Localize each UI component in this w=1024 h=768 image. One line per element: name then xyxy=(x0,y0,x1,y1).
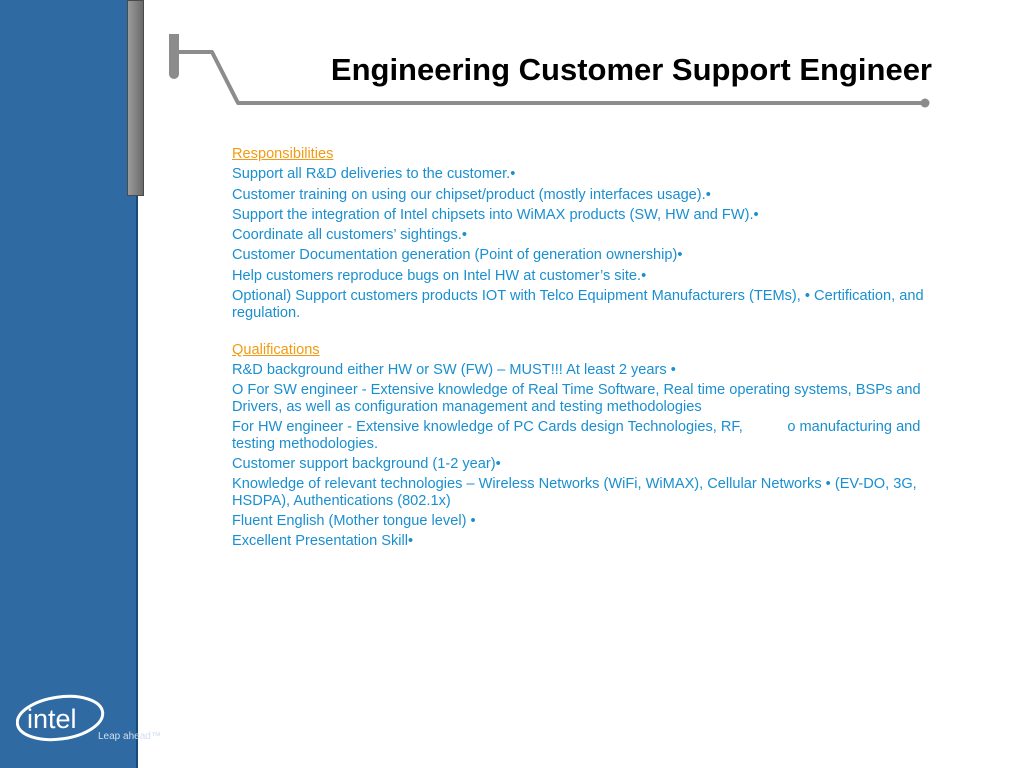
responsibilities-heading: Responsibilities xyxy=(232,146,334,162)
responsibility-item: Coordinate all customers’ sightings.• xyxy=(232,227,467,244)
sidebar-grey-tab xyxy=(127,0,144,196)
qualification-item: O For SW engineer - Extensive knowledge of Real Time Software, Real time operating systems, BSPs and Drivers, as well as configuration management and testing methodologies xyxy=(232,382,921,415)
qualification-item: Customer support background (1-2 year)• xyxy=(232,456,501,473)
responsibility-item: Optional) Support customers products IOT with Telco Equipment Manufacturers (TEMs), • Certification, and regulation. xyxy=(232,288,924,321)
qualifications-heading: Qualifications xyxy=(232,341,320,358)
slide-body xyxy=(232,146,944,554)
responsibility-item: Customer training on using our chipset/product (mostly interfaces usage).• xyxy=(232,186,711,203)
responsibility-item: Support all R&D deliveries to the customer.• xyxy=(232,166,516,183)
qualification-item: Excellent Presentation Skill• xyxy=(232,533,414,550)
section-spacer xyxy=(232,325,944,342)
qualification-item: Knowledge of relevant technologies – Wireless Networks (WiFi, WiMAX), Cellular Networks • (EV-DO, 3G, HSDPA), Authentications (802.1x) xyxy=(232,476,917,509)
logo-tagline: Leap ahead™ xyxy=(98,731,161,742)
slide-title: Engineering Customer Support Engineer xyxy=(330,52,932,87)
qualification-item: For HW engineer - Extensive knowledge of PC Cards design Technologies, RF, o manufacturing and testing methodologies. xyxy=(232,419,921,452)
logo-wordmark: intel xyxy=(27,704,77,734)
responsibility-item: Customer Documentation generation (Point of generation ownership)• xyxy=(232,247,683,264)
responsibility-item: Support the integration of Intel chipsets into WiMAX products (SW, HW and FW).• xyxy=(232,206,759,223)
intel-logo xyxy=(16,690,166,750)
qualification-item: R&D background either HW or SW (FW) – MUST!!! At least 2 years • xyxy=(232,362,676,379)
sidebar-panel xyxy=(0,0,136,768)
qualification-item: Fluent English (Mother tongue level) • xyxy=(232,513,476,530)
responsibility-item: Help customers reproduce bugs on Intel HW at customer’s site.• xyxy=(232,267,647,284)
